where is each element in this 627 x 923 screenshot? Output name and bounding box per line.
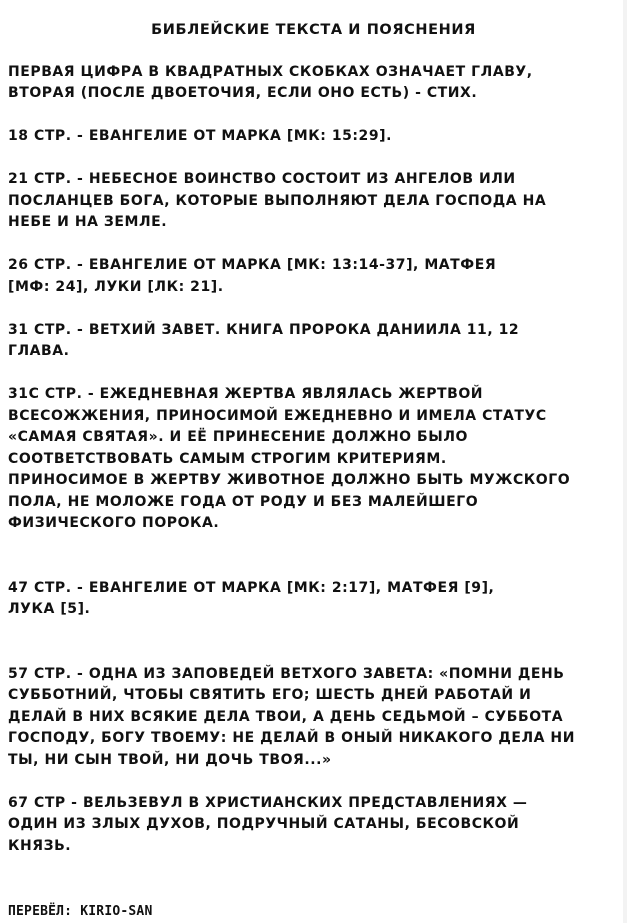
note-page-57: 57 СТР. - ОДНА ИЗ ЗАПОВЕДЕЙ ВЕТХОГО ЗАВЕТА: «ПОМНИ ДЕНЬ СУББОТНИЙ, ЧТОБЫ СВЯТИТЬ ЕГО; ШЕСТЬ ДНЕЙ РАБОТАЙ И ДЕЛАЙ В НИХ ВСЯКИЕ ДЕЛА ТВОИ, А ДЕНЬ СЕДЬМОЙ – СУББОТА ГОСПОДУ, БОГУ ТВОЕМУ: НЕ ДЕЛАЙ В ОНЫЙ НИКАКОГО ДЕЛА НИ ТЫ, НИ СЫН ТВОЙ, НИ ДОЧЬ ТВОЯ...» [8, 665, 575, 768]
note-page-21: 21 СТР. - НЕБЕСНОЕ ВОИНСТВО СОСТОИТ ИЗ АНГЕЛОВ ИЛИ ПОСЛАНЦЕВ БОГА, КОТОРЫЕ ВЫПОЛНЯЮТ ДЕЛА ГОСПОДА НА НЕБЕ И НА ЗЕМЛЕ. [8, 171, 547, 230]
translator-credit: ПЕРЕВЁЛ: KIRIO-SAN [8, 904, 153, 919]
note-page-26: 26 СТР. - ЕВАНГЕЛИЕ ОТ МАРКА [МК: 13:14-37], МАТФЕЯ [МФ: 24], ЛУКИ [ЛК: 21]. [8, 257, 497, 295]
note-page-47: 47 СТР. - ЕВАНГЕЛИЕ ОТ МАРКА [МК: 2:17], МАТФЕЯ [9], ЛУКА [5]. [8, 579, 495, 617]
note-page-18: 18 СТР. - ЕВАНГЕЛИЕ ОТ МАРКА [МК: 15:29]. [8, 128, 392, 144]
page-edge-divider [623, 0, 627, 923]
note-page-67: 67 СТР - ВЕЛЬЗЕВУЛ В ХРИСТИАНСКИХ ПРЕДСТАВЛЕНИЯХ — ОДИН ИЗ ЗЛЫХ ДУХОВ, ПОДРУЧНЫЙ САТАНЫ, БЕСОВСКОЙ КНЯЗЬ. [8, 794, 528, 854]
notes-list [8, 40, 620, 879]
note-page-31: 31 СТР. - ВЕТХИЙ ЗАВЕТ. КНИГА ПРОРОКА ДАНИИЛА 11, 12 ГЛАВА. [8, 321, 520, 359]
note-page-31c: 31С СТР. - ЕЖЕДНЕВНАЯ ЖЕРТВА ЯВЛЯЛАСЬ ЖЕРТВОЙ ВСЕСОЖЖЕНИЯ, ПРИНОСИМОЙ ЕЖЕДНЕВНО И ИМЕЛА СТАТУС «САМАЯ СВЯТАЯ». И ЕЁ ПРИНЕСЕНИЕ ДОЛЖНО БЫЛО СООТВЕТСТВОВАТЬ САМЫМ СТРОГИМ КРИТЕРИЯМ. ПРИНОСИМОЕ В ЖЕРТВУ ЖИВОТНОЕ ДОЛЖНО БЫТЬ МУЖСКОГО ПОЛА, НЕ МОЛОЖЕ ГОДА ОТ РОДУ И БЕЗ МАЛЕЙШЕГО ФИЗИЧЕСКОГО ПОРОКА. [8, 386, 571, 531]
note-intro: ПЕРВАЯ ЦИФРА В КВАДРАТНЫХ СКОБКАХ ОЗНАЧАЕТ ГЛАВУ, ВТОРАЯ (ПОСЛЕ ДВОЕТОЧИЯ, ЕСЛИ ОНО ЕСТЬ) - СТИХ. [8, 63, 533, 101]
page-title: БИБЛЕЙСКИЕ ТЕКСТА И ПОЯСНЕНИЯ [151, 22, 476, 38]
